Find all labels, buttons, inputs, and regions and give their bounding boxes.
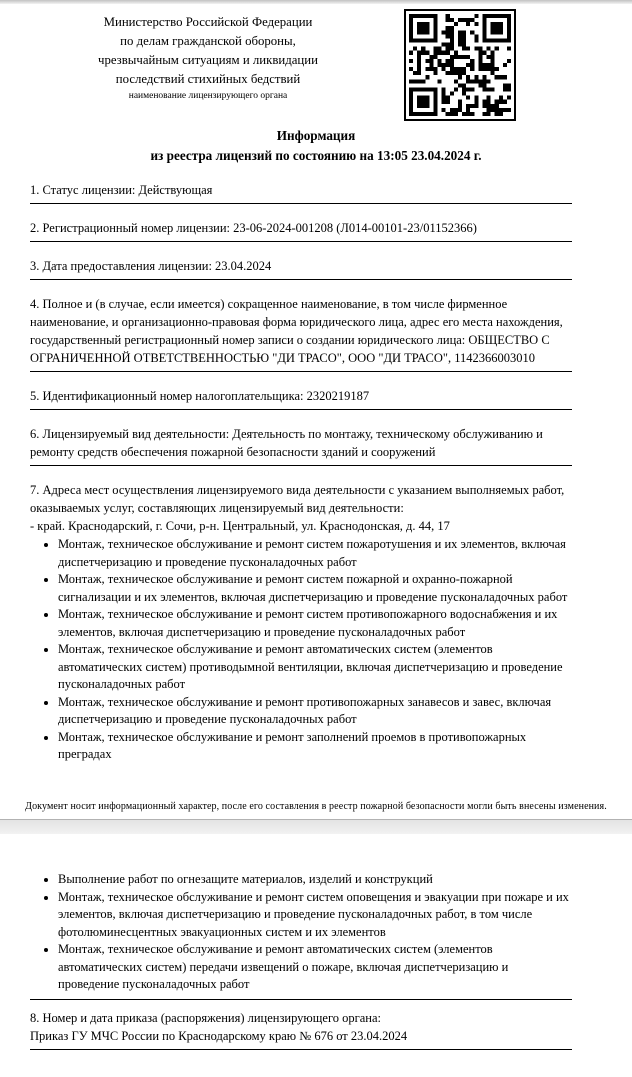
- title-line-2: из реестра лицензий по состоянию на 13:05 23.04.2024 г.: [150, 148, 482, 163]
- work-item: • Монтаж, техническое обслуживание и ремонт автоматических систем (элементов автоматических систем) противодымной вентиляции, включая диспетчеризацию и проведение пусконаладочных работ: [58, 641, 572, 694]
- document-title: [0, 126, 632, 166]
- authority-line: Министерство Российской Федерации: [103, 15, 313, 29]
- addresses-intro: 7. Адреса мест осуществления лицензируемого вида деятельности с указанием выполняемых работ, оказываемых услуг, составляющих лицензируемый вид деятельности:: [30, 483, 565, 515]
- works-list-page2-wrap: [30, 871, 572, 1000]
- order-label: 8. Номер и дата приказа (распоряжения) лицензирующего органа:: [30, 1010, 382, 1025]
- works-list-page1: [30, 536, 572, 764]
- authority-caption: наименование лицензирующего органа: [128, 91, 288, 101]
- qr-code-icon: [404, 9, 516, 121]
- work-item: • Выполнение работ по огнезащите материалов, изделий и конструкций: [58, 871, 572, 889]
- field-registration-number: 2. Регистрационный номер лицензии: 23-06-2024-001208 (Л014-00101-23/01152366): [30, 219, 572, 242]
- work-item: • Монтаж, техническое обслуживание и ремонт автоматических систем (элементов автоматических систем) передачи извещений о пожаре, включая диспетчеризацию и проведение пусконаладочных работ: [58, 941, 572, 994]
- footnote: Документ носит информационный характер, после его составления в реестр пожарной безопасности могли быть внесены изменения.: [25, 801, 607, 812]
- field-inn: 5. Идентификационный номер налогоплательщика: 2320219187: [30, 387, 572, 410]
- licensing-authority: [8, 4, 408, 103]
- title-line-1: Информация: [276, 128, 356, 143]
- field-order: [30, 1009, 572, 1050]
- work-item: • Монтаж, техническое обслуживание и ремонт систем пожарной и охранно-пожарной сигнализации и их элементов, включая диспетчеризацию и проведение пусконаладочных работ: [58, 571, 572, 606]
- work-item: • Монтаж, техническое обслуживание и ремонт противопожарных занавесов и завес, включая диспетчеризацию и проведение пусконаладочных работ: [58, 694, 572, 729]
- field-grant-date: 3. Дата предоставления лицензии: 23.04.2024: [30, 257, 572, 280]
- work-item: • Монтаж, техническое обслуживание и ремонт систем оповещения и эвакуации при пожаре и их элементов, включая диспетчеризацию и проведение пусконаладочных работ, в том числе фотолюминесцентных эвакуационных систем и их элементов: [58, 889, 572, 942]
- field-license-status: 1. Статус лицензии: Действующая: [30, 181, 572, 204]
- document-header: [0, 4, 632, 103]
- authority-line: чрезвычайным ситуациям и ликвидации: [98, 53, 318, 67]
- field-addresses: [30, 481, 572, 764]
- work-item: • Монтаж, техническое обслуживание и ремонт систем пожаротушения и их элементов, включая диспетчеризацию и проведение пусконаладочных работ: [58, 536, 572, 571]
- page-2: [0, 871, 632, 1077]
- work-item: • Монтаж, техническое обслуживание и ремонт заполнений проемов в противопожарных преградах: [58, 729, 572, 764]
- authority-line: по делам гражданской обороны,: [120, 34, 296, 48]
- field-legal-entity: 4. Полное и (в случае, если имеется) сокращенное наименование, в том числе фирменное наименование, и организационно-правовая форма юридического лица, адрес его места нахождения, государственный регистрационный номер записи о создании юридического лица: ОБЩЕСТВО С ОГРАНИЧЕННОЙ ОТВЕТСТВЕННОСТЬЮ "ДИ ТРАСО", ООО "ДИ ТРАСО", 1142366003010: [30, 295, 572, 372]
- works-list-page2: [30, 871, 572, 994]
- authority-line: последствий стихийных бедствий: [115, 72, 301, 86]
- page-break: [0, 819, 632, 834]
- page-1: [0, 4, 632, 819]
- work-item: • Монтаж, техническое обслуживание и ремонт систем противопожарного водоснабжения и их элементов, включая диспетчеризацию и проведение пусконаладочных работ: [58, 606, 572, 641]
- order-value: Приказ ГУ МЧС России по Краснодарскому краю № 676 от 23.04.2024: [30, 1028, 408, 1043]
- field-activity-type: 6. Лицензируемый вид деятельности: Деятельность по монтажу, техническому обслуживанию и ремонту средств обеспечения пожарной безопасности зданий и сооружений: [30, 425, 572, 466]
- address-line: - край. Краснодарский, г. Сочи, р-н. Центральный, ул. Краснодонская, д. 44, 17: [30, 519, 450, 533]
